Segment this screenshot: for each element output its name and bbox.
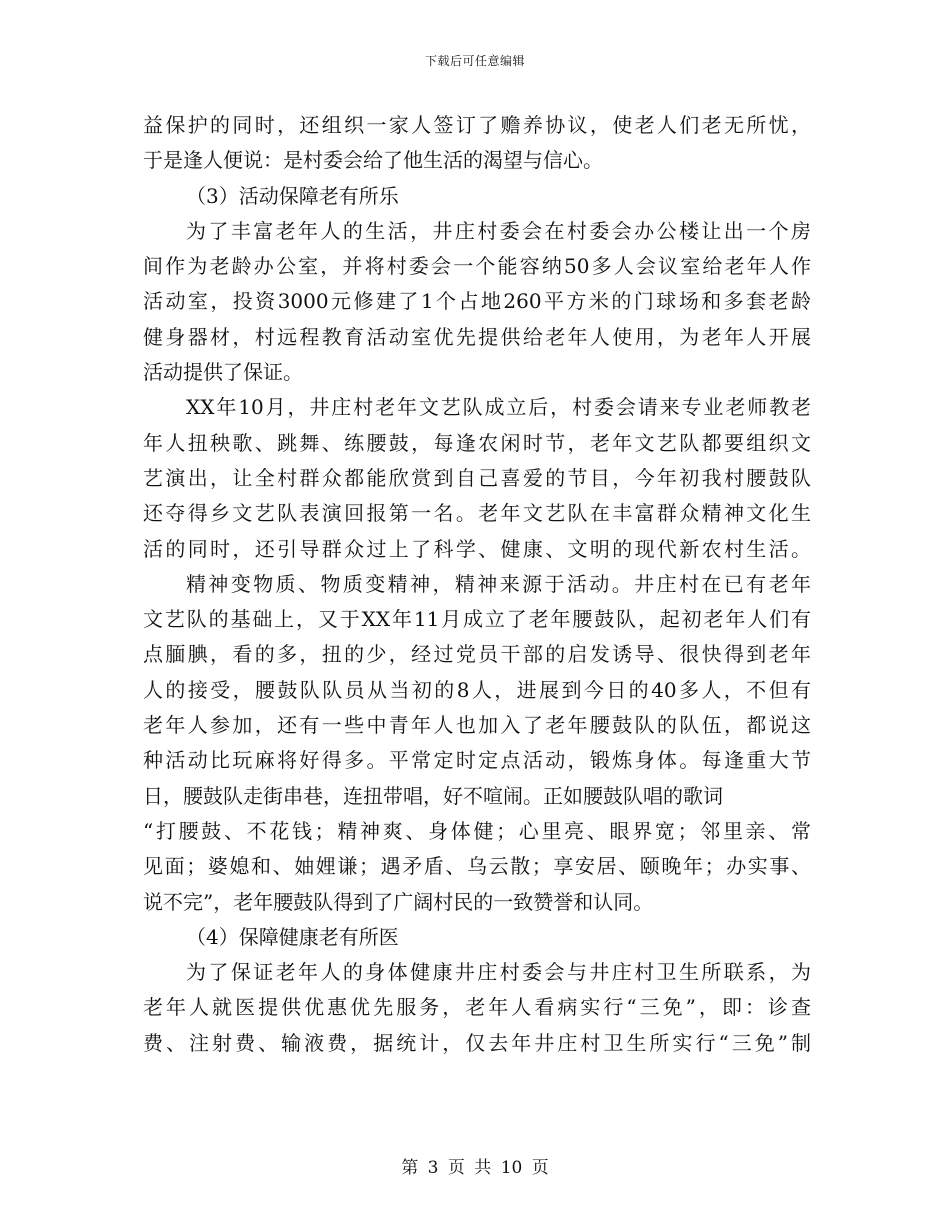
text-line: 为了保证老年人的身体健康井庄村委会与井庄村卫生所联系，为: [186, 960, 811, 985]
text-line: 年人扭秧歌、跳舞、练腰鼓，每逢农闲时节，老年文艺队都要组织文: [143, 430, 811, 455]
text-line: 老年人就医提供优惠优先服务，老年人看病实行“三免”，即：诊查: [143, 995, 811, 1020]
text-line: 费、注射费、输液费，据统计，仅去年井庄村卫生所实行“三免”制: [143, 1030, 811, 1055]
page-header: 下载后可任意编辑: [424, 54, 525, 68]
text-line: 精神变物质、物质变精神，精神来源于活动。井庄村在已有老年: [186, 571, 811, 596]
text-line: 活动室，投资3000元修建了1个占地260平方米的门球场和多套老龄: [143, 289, 811, 314]
text-line: 为了丰富老年人的生活，井庄村委会在村委会办公楼让出一个房: [186, 218, 811, 243]
text-line: 说不完”，老年腰鼓队得到了广阔村民的一致赞誉和认同。: [143, 889, 654, 914]
text-line: 种活动比玩麻将好得多。平常定时定点活动，锻炼身体。每逢重大节: [143, 748, 811, 773]
text-line: 文艺队的基础上，又于XX年11月成立了老年腰鼓队，起初老年人们有: [143, 607, 811, 632]
text-line: 老年人参加，还有一些中青年人也加入了老年腰鼓队的队伍，都说这: [143, 713, 811, 738]
text-line: 点腼腆，看的多，扭的少，经过党员干部的启发诱导、很快得到老年: [143, 642, 811, 667]
text-line: XX年10月，井庄村老年文艺队成立后，村委会请来专业老师教老: [186, 395, 811, 420]
text-line: 人的接受，腰鼓队队员从当初的8人，进展到今日的40多人，不但有: [143, 677, 811, 702]
text-line: 日，腰鼓队走街串巷，连扭带唱，好不喧闹。正如腰鼓队唱的歌词: [143, 783, 723, 808]
text-line: 艺演出，让全村群众都能欣赏到自己喜爱的节目，今年初我村腰鼓队: [143, 465, 811, 490]
text-line: 活的同时，还引导群众过上了科学、健康、文明的现代新农村生活。: [143, 536, 811, 561]
text-line: 活动提供了保证。: [143, 360, 303, 385]
section-heading: （3）活动保障老有所乐: [186, 183, 399, 208]
text-line: 间作为老龄办公室，并将村委会一个能容纳50多人会议室给老年人作: [143, 254, 811, 279]
document-body: [143, 108, 811, 1061]
text-line: 健身器材，村远程教育活动室优先提供给老年人使用，为老年人开展: [143, 324, 811, 349]
page-footer: 第 3 页 共 10 页: [401, 1158, 549, 1178]
section-heading: （4）保障健康老有所医: [186, 924, 399, 949]
text-line: 见面；婆媳和、妯娌谦；遇矛盾、乌云散；享安居、颐晚年；办实事、: [143, 854, 811, 879]
text-line: “打腰鼓、不花钱；精神爽、身体健；心里亮、眼界宽；邻里亲、常: [143, 818, 811, 843]
text-line: 于是逢人便说：是村委会给了他生活的渴望与信心。: [143, 148, 603, 173]
text-line: 益保护的同时，还组织一家人签订了赡养协议，使老人们老无所忧，: [143, 113, 811, 137]
text-line: 还夺得乡文艺队表演回报第一名。老年文艺队在丰富群众精神文化生: [143, 501, 811, 526]
